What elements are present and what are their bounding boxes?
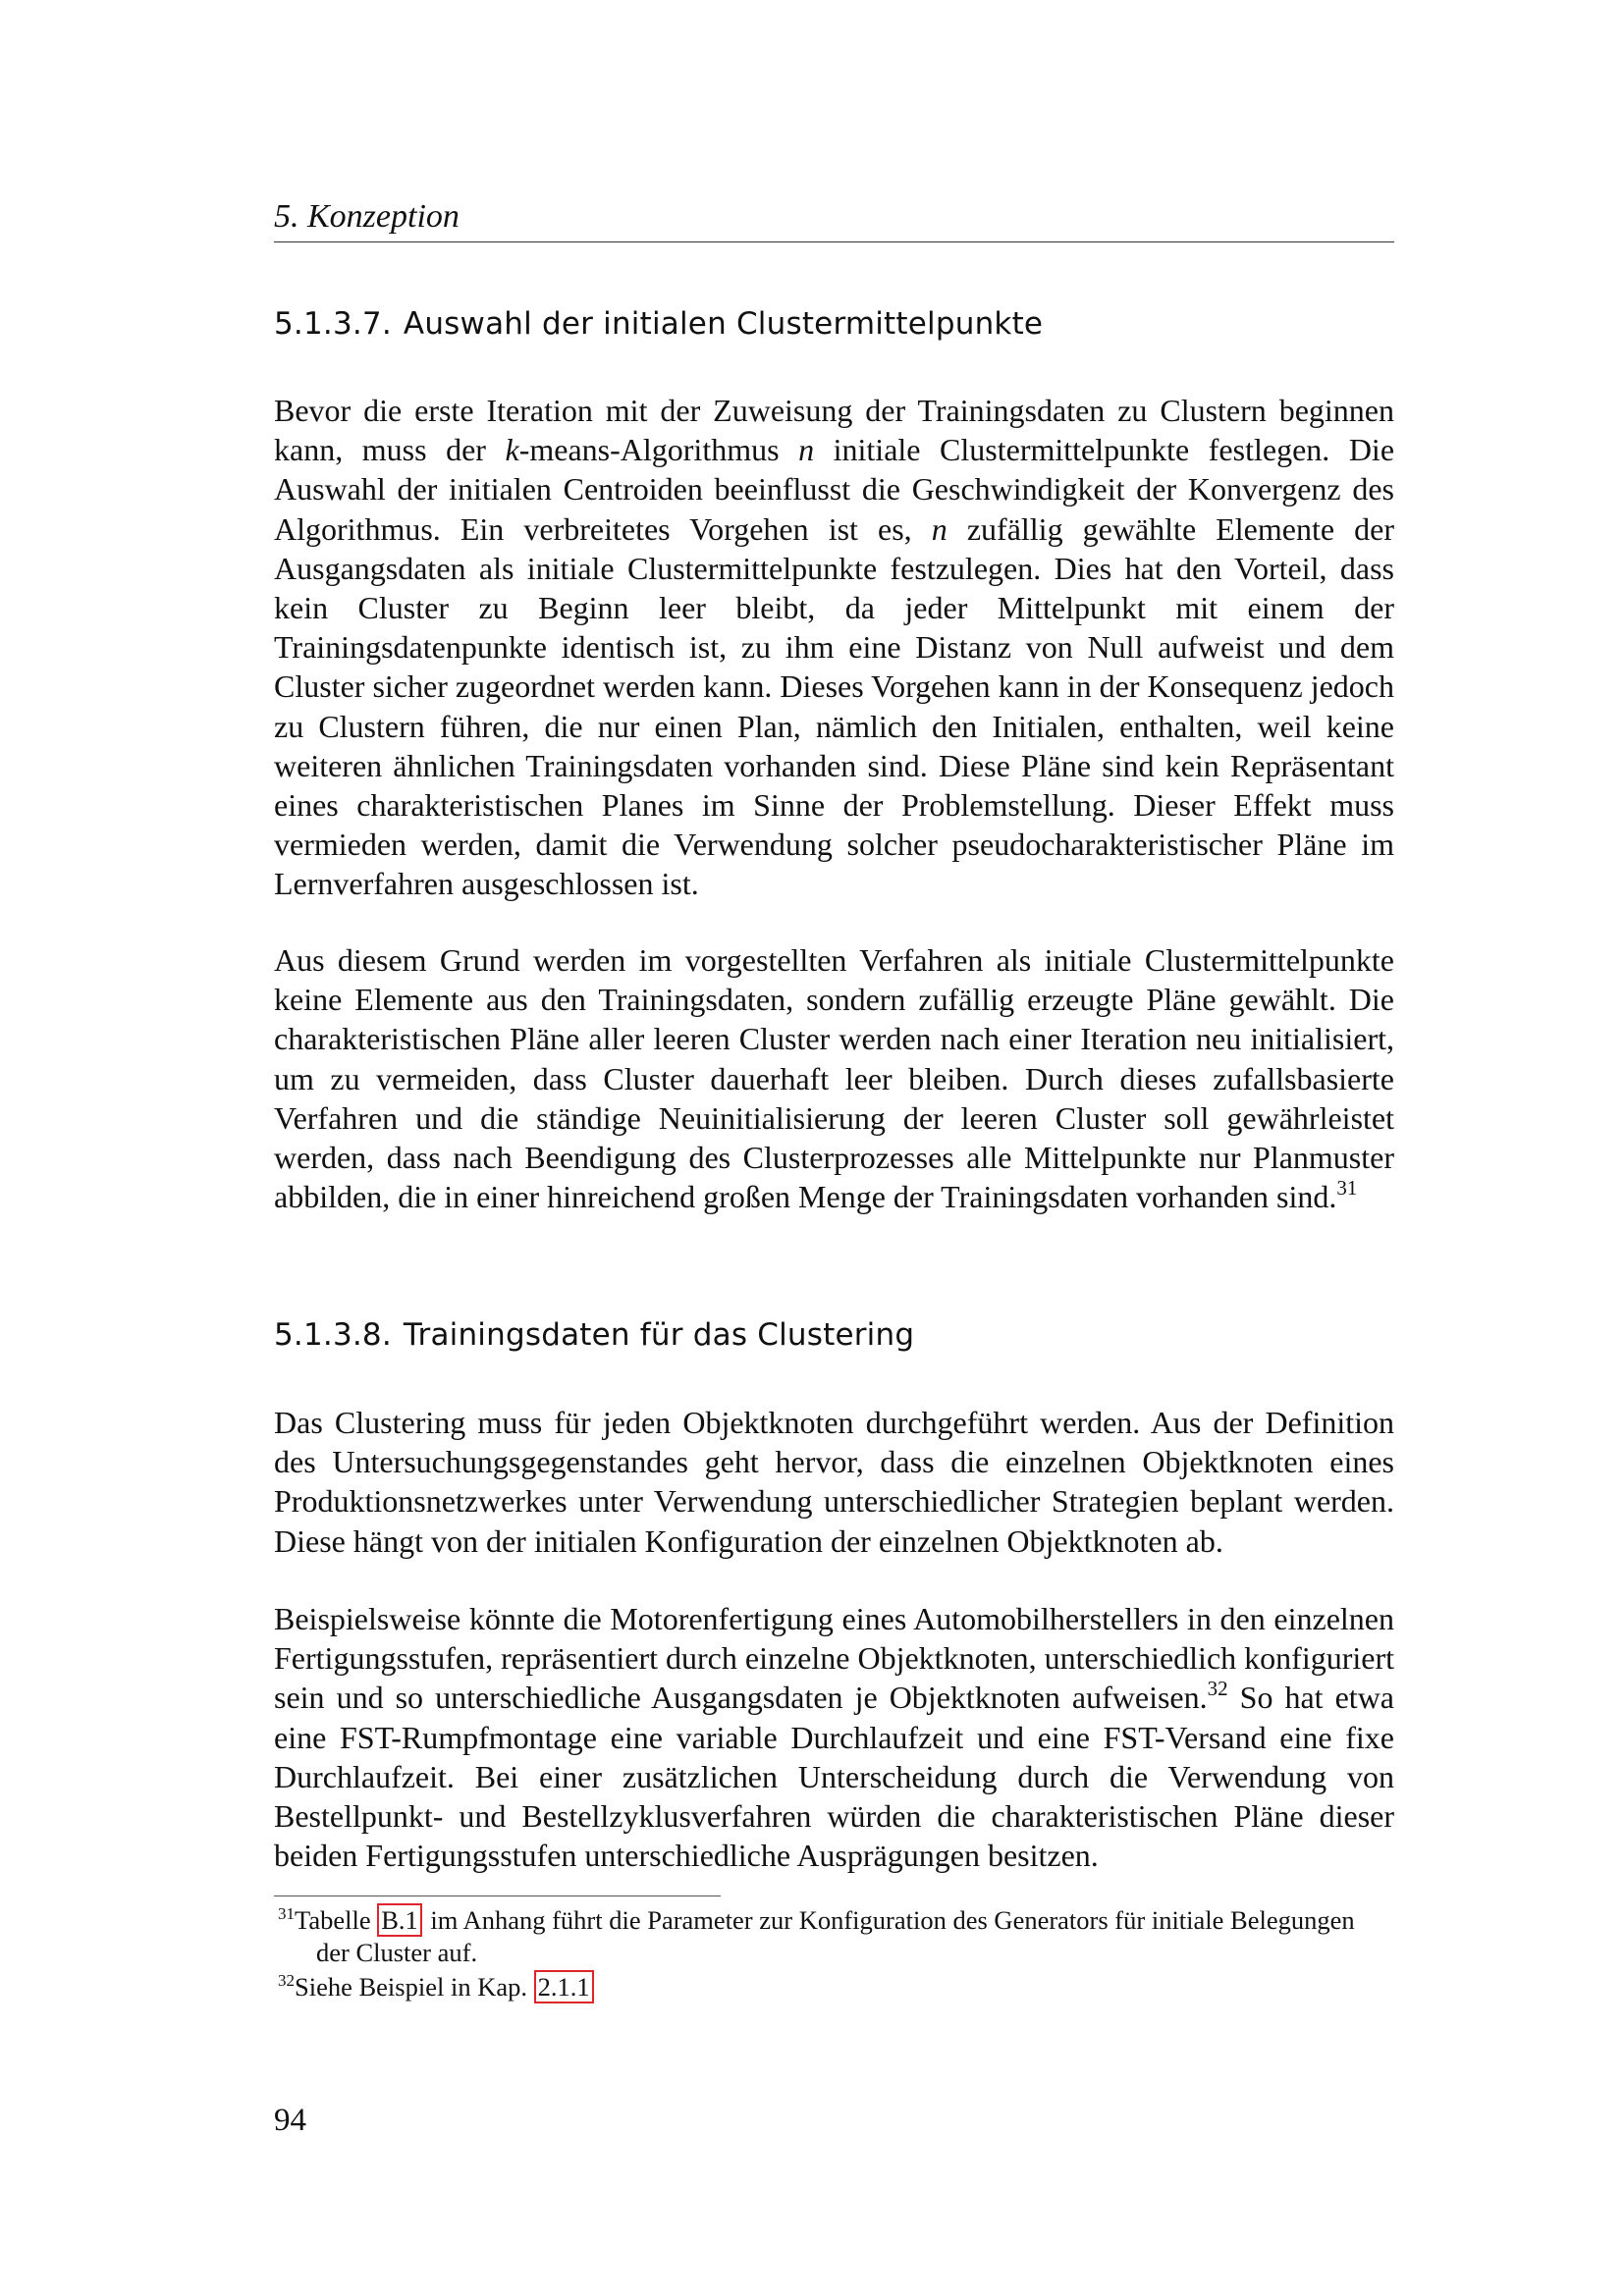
document-page (274, 0, 1394, 2296)
math-k: k (505, 432, 519, 468)
math-n: n (931, 510, 947, 547)
section-heading-5-1-3-8 (274, 1315, 1394, 1355)
chapter-reference-link[interactable]: 2.1.1 (534, 1970, 594, 2003)
footnote-continuation: der Cluster auf. (316, 1938, 478, 1967)
table-reference-link[interactable]: B.1 (377, 1903, 422, 1937)
footnote-mark-32[interactable]: 32 (1207, 1677, 1228, 1701)
text-run: zufällig gewählte Elemente der Ausgangsdaten als initiale Clustermittelpunkte festzulegen. Dies hat den Vorteil, dass kein Cluster zu Beginn leer bleibt, da jeder Mittelpunkt mit einem der Trainingsdatenpunkte identisch ist, zu ihm eine Distanz von Null aufweist und dem Cluster sicher zugeordnet werden kann. Dieses Vorgehen kann in der Konsequenz jedoch zu Clustern führen, die nur einen Plan, nämlich den Initialen, enthalten, weil keine weiteren ähnlichen Trainingsdaten vorhanden sind. Diese Pläne sind kein Repräsentant eines charakteristischen Planes im Sinne der Problemstellung. Dieser Effekt muss vermieden werden, damit die Verwendung solcher pseudocharakteristischer Pläne im Lernverfahren ausgeschlossen ist. (274, 510, 1395, 902)
text-run: Bevor die erste Iteration mit der Zuweisung der Trainingsdaten zu Clustern beginnen kann, muss der (274, 393, 1394, 468)
footnote-text: im Anhang führt die Parameter zur Konfiguration des Generators für initiale Belegungen (423, 1905, 1355, 1935)
running-header: 5. Konzeption (274, 198, 460, 235)
text-run: So hat etwa eine FST-Rumpfmontage eine variable Durchlaufzeit und eine FST-Versand eine fixe Durchlaufzeit. Bei einer zusätzlichen Unterscheidung durch die Verwendung von Bestellpunkt- und Bestellzyklusverfahren würden die charakteristischen Pläne dieser beiden Fertigungsstufen unterschiedliche Ausprägungen besitzen. (274, 1680, 1395, 1874)
footnote-text: Siehe Beispiel in Kap. (295, 1972, 534, 2002)
section-number: 5.1.3.7. (274, 306, 392, 342)
footnote-number: 31 (278, 1904, 295, 1923)
text-run: -means-Algorithmus (518, 432, 799, 468)
footnote-31 (274, 1904, 1394, 1969)
text-run: Aus diesem Grund werden im vorgestellten Verfahren als initiale Clustermittelpunkte keine Elemente aus den Trainingsdaten, sondern zufällig erzeugte Pläne gewählt. Die charakteristischen Pläne aller leeren Cluster werden nach einer Iteration neu initialisiert, um zu vermeiden, dass Cluster dauerhaft leer bleiben. Durch dieses zufallsbasierte Verfahren und die ständige Neuinitialisierung der leeren Cluster soll gewährleistet werden, dass nach Beendigung des Clusterprozesses alle Mittelpunkte nur Planmuster abbilden, die in einer hinreichend großen Menge der Trainingsdaten vorhanden sind. (274, 942, 1394, 1215)
text-run: initiale Clustermittelpunkte festlegen. Die Auswahl der initialen Centroiden beeinflusst die Geschwindigkeit der Konvergenz des Algorithmus. Ein verbreitetes Vorgehen ist es, (274, 432, 1395, 547)
paragraph-initial-centroids (274, 391, 1394, 904)
text-run: Beispielsweise könnte die Motorenfertigung eines Automobilherstellers in den einzelnen Fertigungsstufen, repräsentiert durch einzelne Objektknoten, unterschiedlich konfiguriert sein und so unterschiedliche Ausgangsdaten je Objektknoten aufweisen. (274, 1601, 1394, 1716)
header-rule (274, 241, 1394, 242)
math-n: n (798, 432, 815, 468)
footnote-32 (274, 1971, 1394, 2003)
footnote-mark-31[interactable]: 31 (1336, 1176, 1358, 1201)
page-number: 94 (274, 2103, 306, 2138)
footnote-number: 32 (278, 1971, 295, 1990)
section-title: Trainingsdaten für das Clustering (403, 1317, 915, 1353)
section-title: Auswahl der initialen Clustermittelpunkte (403, 306, 1044, 342)
paragraph-example-motor (274, 1599, 1394, 1875)
section-number: 5.1.3.8. (274, 1317, 392, 1353)
section-heading-5-1-3-7 (274, 304, 1394, 344)
paragraph-clustering-per-node: Das Clustering muss für jeden Objektknoten durchgeführt werden. Aus der Definition des Untersuchungsgegenstandes geht hervor, dass die einzelnen Objektknoten eines Produktionsnetzwerkes unter Verwendung unterschiedlicher Strategien beplant werden. Diese hängt von der initialen Konfiguration der einzelnen Objektknoten ab. (274, 1405, 1394, 1559)
paragraph-random-plans (274, 940, 1394, 1216)
footnote-text: Tabelle (295, 1905, 378, 1935)
